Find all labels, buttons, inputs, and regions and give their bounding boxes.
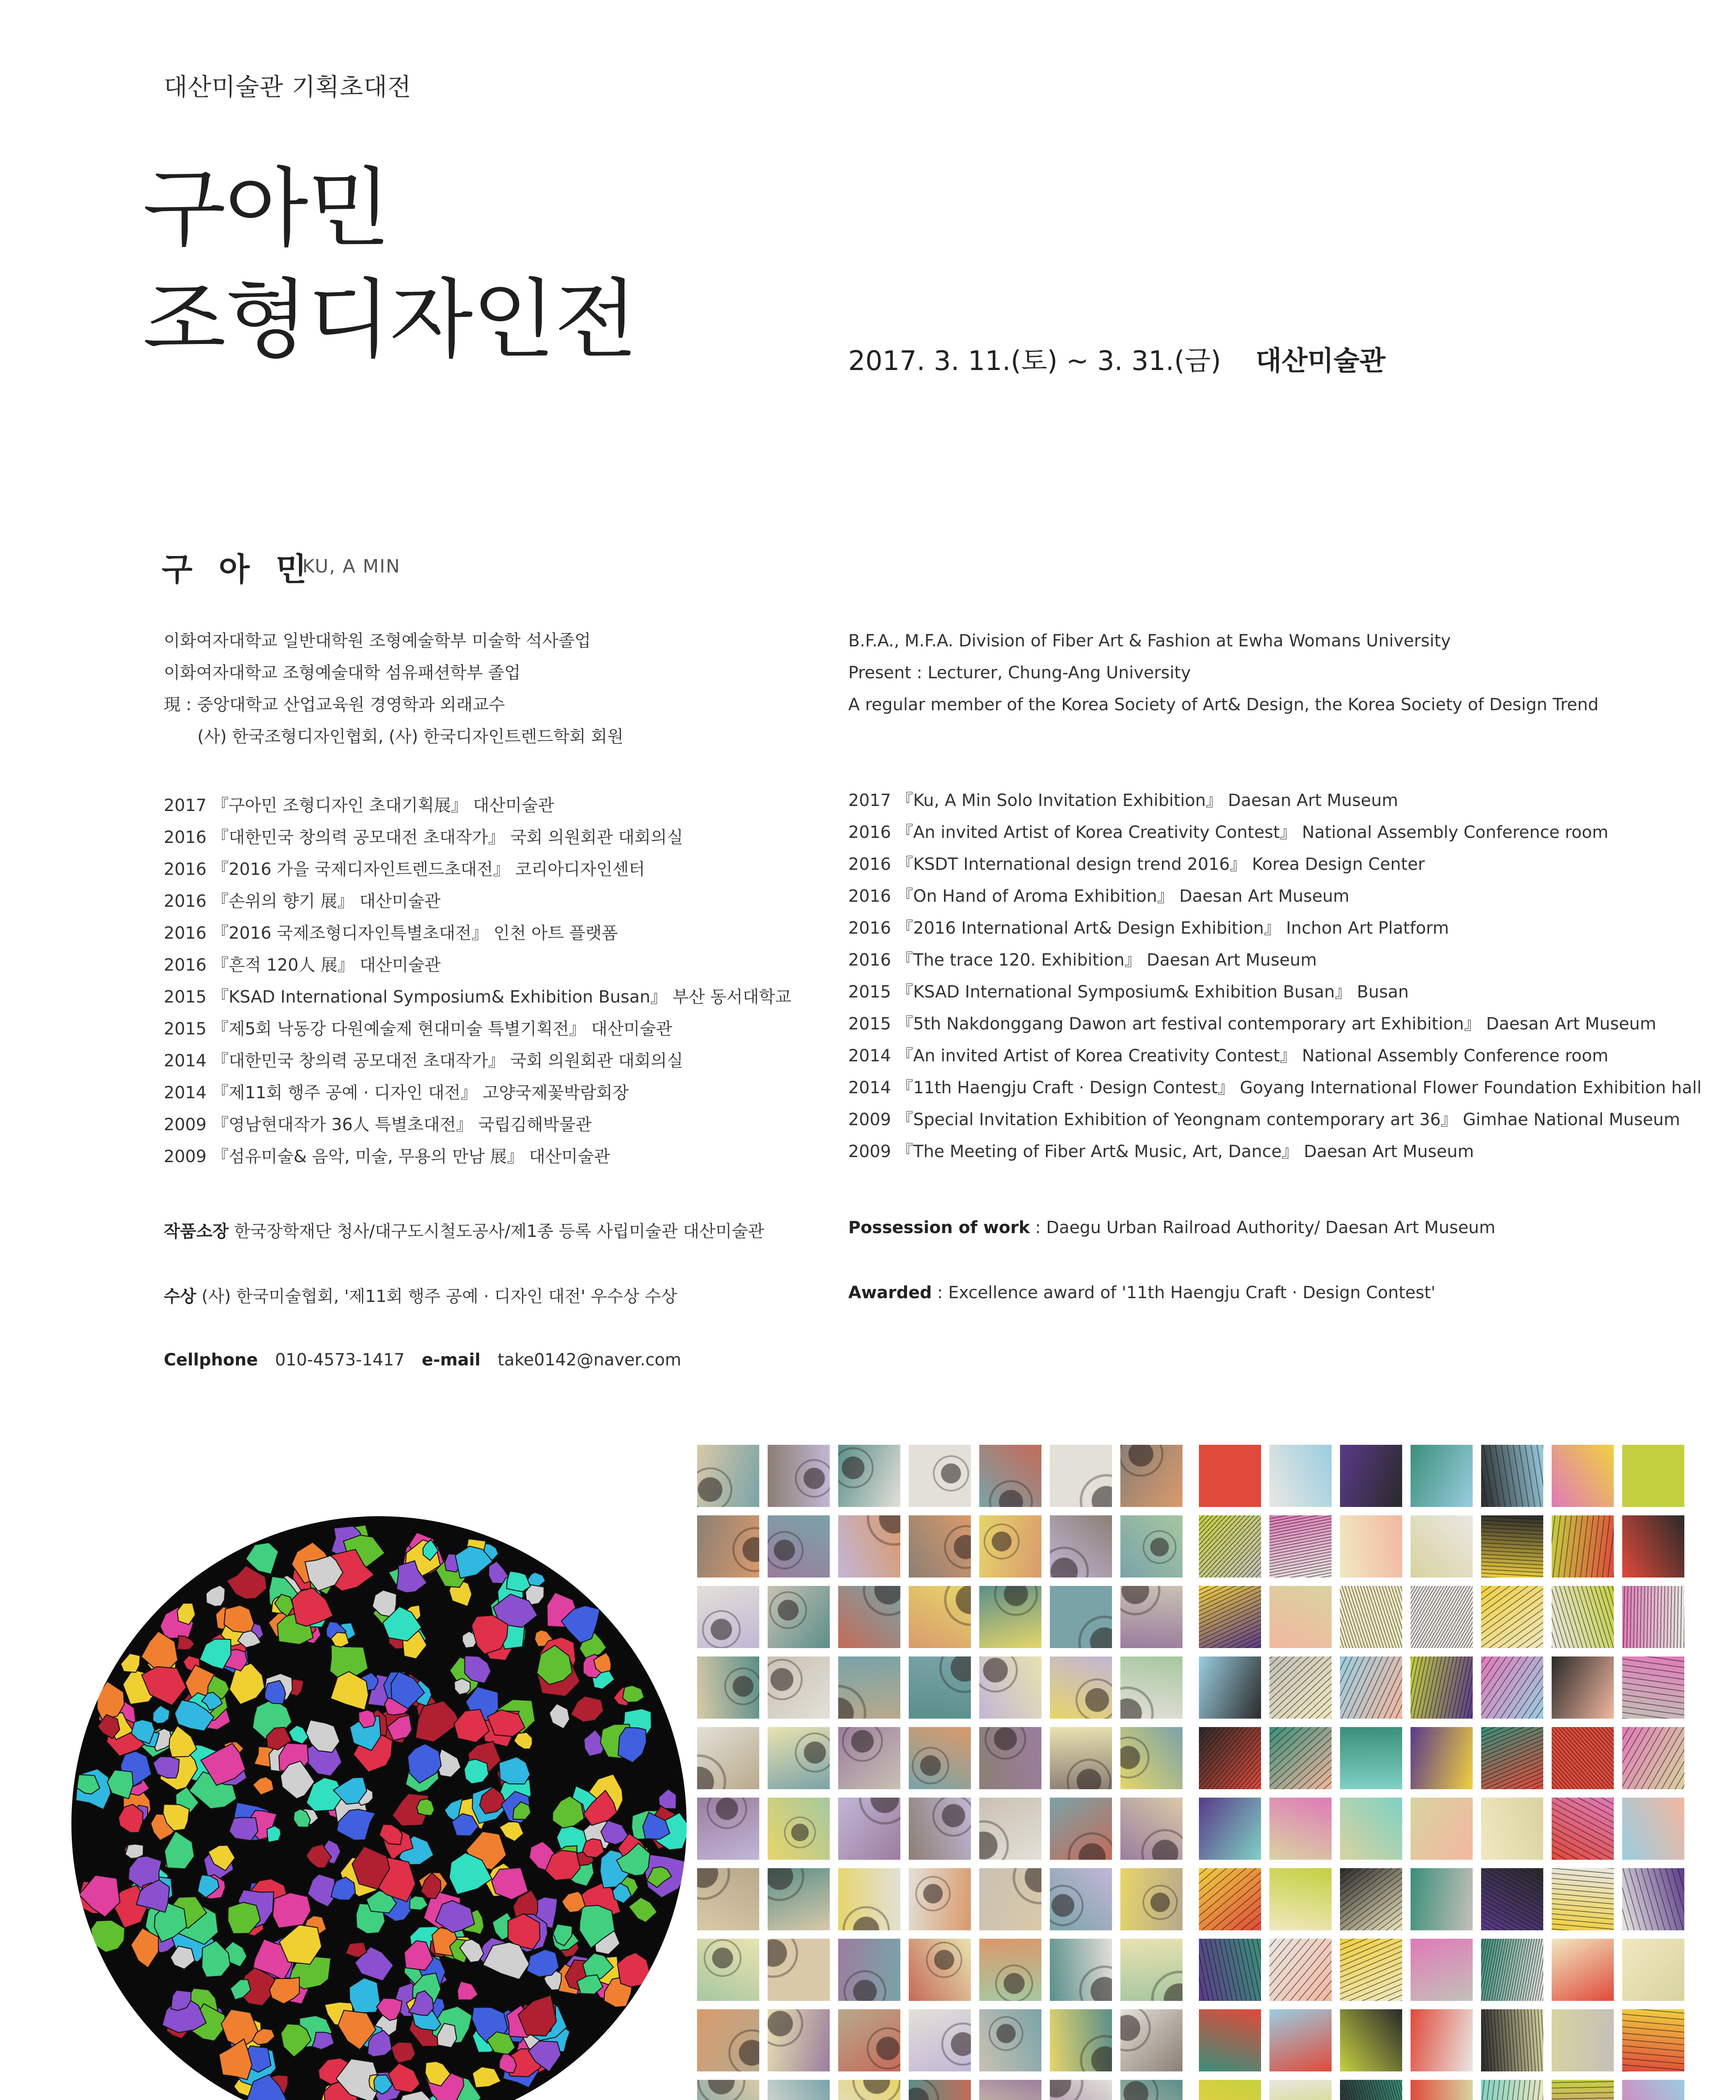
blossom-gem (506, 1571, 530, 1592)
artwork-tile (768, 1868, 830, 1930)
artwork-tile (1411, 1445, 1473, 1507)
artwork-tile (1411, 1656, 1473, 1719)
artwork-tile (1340, 1515, 1402, 1578)
artwork-tile (909, 1656, 971, 1719)
artwork-tile (1120, 1798, 1183, 1860)
award-english (848, 1283, 1435, 1302)
artwork-tile (1552, 1868, 1614, 1930)
exhibition-item: 2014 『제11회 행주 공예 · 디자인 대전』 고양국제꽃박람회장 (164, 1083, 629, 1102)
blossom-gem (312, 2032, 334, 2050)
blossom-gem (527, 1950, 559, 1977)
artist-title: 구아민 (143, 159, 390, 259)
blossom-gem (253, 1777, 274, 1795)
artwork-tile (838, 2009, 900, 2071)
artwork-tile (1622, 1798, 1684, 1860)
artwork-tile (909, 2009, 971, 2071)
artwork-tile (1481, 1798, 1543, 1860)
artwork-tile (1050, 1586, 1112, 1648)
artwork-tile (1552, 2080, 1614, 2100)
exhibition-item: 2016 『On Hand of Aroma Exhibition』 Daesan Art Museum (848, 887, 1350, 906)
artwork-tile (979, 2080, 1041, 2100)
artwork-tile (697, 1515, 759, 1578)
artwork-tile (1340, 2080, 1402, 2100)
blossom-gem (514, 1732, 532, 1749)
award-text: (사) 한국미술협회, '제11회 행주 공예 · 디자인 대전' 우수상 수상 (202, 1287, 677, 1306)
artwork-tile (768, 2080, 830, 2100)
exhibition-item: 2014 『대한민국 창의력 공모대전 초대작가』 국회 의원회관 대회의실 (164, 1051, 683, 1071)
artwork-tile (697, 1656, 759, 1719)
artwork-tile (838, 1939, 900, 2001)
artwork-tile (1120, 1727, 1183, 1789)
award-korean (164, 1283, 677, 1307)
blossom-pattern (71, 1516, 687, 2100)
artwork-tile (1269, 1445, 1332, 1507)
artwork-tile (1481, 1727, 1543, 1789)
artwork-tile (697, 1586, 759, 1648)
artwork-tile (1199, 1515, 1261, 1578)
artwork-tile (1552, 1727, 1614, 1789)
artwork-tile (1050, 1727, 1112, 1789)
artwork-tile (1269, 2009, 1332, 2071)
possession-text: : Daegu Urban Railroad Authority/ Daesan Art Museum (1030, 1218, 1496, 1237)
award-label: 수상 (164, 1287, 197, 1306)
blossom-gem (457, 1981, 478, 2000)
artwork-tile (1050, 1798, 1112, 1860)
email-label: e-mail (422, 1350, 481, 1370)
artwork-tile (1552, 1445, 1614, 1507)
blossom-gem (153, 1705, 170, 1723)
artwork-tile (1050, 2080, 1112, 2100)
artwork-tile (979, 1445, 1041, 1507)
artwork-tile (1622, 1515, 1684, 1578)
education-line: A regular member of the Korea Society of Art& Design, the Korea Society of Design Trend (848, 695, 1599, 714)
blossom-gem (499, 1757, 530, 1784)
artwork-tile (909, 1727, 971, 1789)
artwork-tile (1199, 2009, 1261, 2071)
artwork-tile (979, 2009, 1041, 2071)
artwork-tile (1340, 1445, 1402, 1507)
artwork-tile (1199, 1798, 1261, 1860)
blossom-gem (518, 1995, 557, 2036)
exhibition-item: 2016 『2016 가을 국제디자인트렌드초대전』 코리아디자인센터 (164, 860, 645, 879)
artwork-tile (1481, 1445, 1543, 1507)
artwork-tile (1411, 1939, 1473, 2001)
artwork-tile (1481, 1868, 1543, 1930)
exhibition-venue: 대산미술관 (1256, 346, 1386, 377)
artwork-tile (768, 2009, 830, 2071)
artwork-tile (979, 1868, 1041, 1930)
artist-name-korean: 구 아 민 (162, 551, 315, 588)
artwork-tile (909, 1939, 971, 2001)
artwork-tile (1622, 1586, 1684, 1648)
artwork-tile (1269, 2080, 1332, 2100)
exhibition-item: 2015 『KSAD International Symposium& Exhibition Busan』 부산 동서대학교 (164, 987, 792, 1007)
blossom-gem (571, 1696, 603, 1722)
blossom-gem (153, 1756, 179, 1778)
artwork-tile (909, 1868, 971, 1930)
artwork-tile (1120, 1515, 1183, 1578)
artwork-tile (909, 1586, 971, 1648)
artwork-tile (768, 1656, 830, 1719)
exhibition-item: 2015 『5th Nakdonggang Dawon art festival contemporary art Exhibition』 Daesan Art Museum (848, 1014, 1657, 1034)
artwork-tile (838, 1798, 900, 1860)
artwork-tile (768, 1727, 830, 1789)
artwork-tile (1622, 2009, 1684, 2071)
artwork-tile (1552, 1939, 1614, 2001)
blossom-gem (107, 1770, 133, 1799)
artwork-tile (838, 1727, 900, 1789)
exhibition-item: 2017 『Ku, A Min Solo Invitation Exhibition』 Daesan Art Museum (848, 791, 1398, 810)
artwork-tile (697, 1727, 759, 1789)
artwork-tile (1622, 1727, 1684, 1789)
artwork-tile (1340, 1868, 1402, 1930)
artwork-tile (979, 1515, 1041, 1578)
artwork-tile (838, 1445, 900, 1507)
artwork-tile (1120, 2080, 1183, 2100)
artwork-tile (1411, 1798, 1473, 1860)
exhibition-item: 2014 『11th Haengju Craft · Design Contest』 Goyang International Flower Foundation Exhibition hall (848, 1078, 1702, 1097)
exhibitions-korean (164, 790, 819, 1173)
education-line: (사) 한국조형디자인협회, (사) 한국디자인트렌드학회 회원 (164, 727, 624, 746)
phone-label: Cellphone (164, 1350, 258, 1370)
exhibition-item: 2009 『The Meeting of Fiber Art& Music, Art, Dance』 Daesan Art Museum (848, 1142, 1474, 1161)
artwork-tile (1050, 1445, 1112, 1507)
artwork-tile (1120, 1445, 1183, 1507)
exhibition-item: 2009 『영남현대작가 36人 특별초대전』 국립김해박물관 (164, 1115, 592, 1134)
artwork-tile (979, 1939, 1041, 2001)
blossom-gem (165, 1831, 194, 1869)
artwork-tile (768, 1586, 830, 1648)
artwork-tile (838, 1656, 900, 1719)
artwork-tile (1340, 1656, 1402, 1719)
education-korean (164, 625, 819, 753)
artwork-tile (1050, 1656, 1112, 1719)
blossom-gem (658, 1789, 676, 1809)
exhibition-item: 2016 『손위의 향기 展』 대산미술관 (164, 892, 441, 911)
blossom-gem (454, 1678, 470, 1695)
blossom-gem (379, 1824, 402, 1845)
artwork-tile (1340, 1939, 1402, 2001)
artwork-tile (838, 1586, 900, 1648)
blossom-gem (121, 1654, 140, 1672)
artwork-tile (1552, 1656, 1614, 1719)
blossom-gem (202, 1941, 230, 1977)
artwork-tile (1269, 1939, 1332, 2001)
artwork-tile (1120, 2009, 1183, 2071)
blossom-gem (308, 1874, 336, 1906)
artwork-tile (1199, 1656, 1261, 1719)
artwork-tile (1411, 1868, 1473, 1930)
artwork-tile (697, 1939, 759, 2001)
blossom-gem (377, 1998, 402, 2021)
exhibition-item: 2015 『제5회 낙동강 다원예술제 현대미술 특별기획전』 대산미술관 (164, 1019, 672, 1039)
artwork-tile (697, 2080, 759, 2100)
exhibition-item: 2009 『섬유미술& 음악, 미술, 무용의 만남 展』 대산미술관 (164, 1147, 610, 1166)
blossom-artwork (71, 1516, 687, 2100)
blossom-gem (409, 1896, 428, 1910)
exhibition-item: 2017 『구아민 조형디자인 초대기획展』 대산미술관 (164, 796, 554, 815)
possession-korean (164, 1218, 764, 1242)
artwork-tile (1622, 1939, 1684, 2001)
artwork-tile (697, 1798, 759, 1860)
blossom-gem (349, 1978, 380, 2013)
exhibition-item: 2009 『Special Invitation Exhibition of Yeongnam contemporary art 36』 Gimhae National Museum (848, 1110, 1680, 1129)
contact-info (164, 1350, 693, 1370)
artwork-tile (1050, 2009, 1112, 2071)
liny-artwork (1199, 1445, 1684, 2100)
blossom-gem (391, 2042, 415, 2063)
artwork-tile (1199, 1868, 1261, 1930)
artwork-tile (909, 1798, 971, 1860)
artwork-tile (697, 1445, 759, 1507)
artwork-tile (979, 1586, 1041, 1648)
exhibition-item: 2015 『KSAD International Symposium& Exhibition Busan』 Busan (848, 982, 1409, 1002)
artwork-tile (838, 1868, 900, 1930)
artwork-tile (1622, 1868, 1684, 1930)
artwork-tile (768, 1798, 830, 1860)
artwork-tile (1120, 1939, 1183, 2001)
artwork-tile (1199, 1586, 1261, 1648)
artwork-tile (979, 1656, 1041, 1719)
blossom-gem (91, 1920, 125, 1952)
artwork-tile (1340, 1586, 1402, 1648)
artwork-tile (979, 1727, 1041, 1789)
artwork-tile (1269, 1798, 1332, 1860)
blossom-gem (629, 1897, 657, 1922)
artwork-tile (1552, 2009, 1614, 2071)
education-line: 이화여자대학교 일반대학원 조형예술학부 미술학 석사졸업 (164, 631, 591, 651)
possession-label: 작품소장 (164, 1222, 229, 1241)
exhibition-item: 2016 『대한민국 창의력 공모대전 초대작가』 국회 의원회관 대회의실 (164, 828, 683, 847)
possession-english (848, 1218, 1495, 1237)
artwork-tile (1050, 1515, 1112, 1578)
artwork-tile (1199, 1727, 1261, 1789)
blossom-gem (582, 1839, 604, 1858)
bubble-bubble-artwork (697, 1445, 1183, 2100)
award-label: Awarded (848, 1283, 932, 1302)
phone-number: 010-4573-1417 (275, 1350, 405, 1370)
education-line: 이화여자대학교 조형예술대학 섬유패션학부 졸업 (164, 663, 521, 682)
blossom-gem (229, 1817, 258, 1841)
possession-label: Possession of work (848, 1218, 1030, 1237)
award-text: : Excellence award of '11th Haengju Craft · Design Contest' (932, 1283, 1436, 1302)
artwork-tile (768, 1939, 830, 2001)
blossom-gem (617, 1953, 649, 1987)
artwork-tile (768, 1445, 830, 1507)
email-address: take0142@naver.com (497, 1350, 682, 1370)
artwork-tile (1120, 1656, 1183, 1719)
artwork-tile (1269, 1868, 1332, 1930)
exhibitions-english (848, 785, 1702, 1168)
artwork-tile (1622, 2080, 1684, 2100)
blossom-gem (125, 1844, 143, 1859)
artwork-tile (1340, 2009, 1402, 2071)
artwork-tile (1622, 1656, 1684, 1719)
artwork-tile (1340, 1727, 1402, 1789)
artwork-tile (1481, 1586, 1543, 1648)
blossom-gem (472, 2067, 501, 2088)
artwork-tile (1411, 2080, 1473, 2100)
artwork-tile (1411, 1727, 1473, 1789)
artwork-tile (1481, 2080, 1543, 2100)
blossom-gem (397, 2091, 433, 2100)
artwork-tile (1269, 1656, 1332, 1719)
exhibition-item: 2016 『2016 국제조형디자인특별초대전』 인천 아트 플랫폼 (164, 924, 618, 943)
artwork-tile (1269, 1515, 1332, 1578)
blossom-gem (169, 1726, 197, 1757)
artwork-tile (1481, 1656, 1543, 1719)
artwork-tile (909, 2080, 971, 2100)
artwork-tile (1411, 1586, 1473, 1648)
blossom-gem (499, 1822, 523, 1841)
artwork-tile (1552, 1515, 1614, 1578)
exhibition-item: 2014 『An invited Artist of Korea Creativity Contest』 National Assembly Conference room (848, 1046, 1609, 1066)
artwork-tile (1622, 1445, 1684, 1507)
blossom-gem (417, 1799, 435, 1816)
artwork-tile (1552, 1586, 1614, 1648)
artwork-tile (768, 1515, 830, 1578)
artwork-tile (1269, 1727, 1332, 1789)
artwork-tile (1340, 1798, 1402, 1860)
artist-name-english: KU, A MIN (302, 556, 401, 577)
artwork-tile (909, 1445, 971, 1507)
blossom-gem (618, 1727, 646, 1763)
exhibition-supertitle: 대산미술관 기획초대전 (164, 73, 412, 101)
artwork-tile (1050, 1868, 1112, 1930)
artwork-tile (1411, 2009, 1473, 2071)
artwork-tile (1120, 1586, 1183, 1648)
education-english (848, 625, 1625, 721)
artwork-tile (697, 1868, 759, 1930)
blossom-gem (464, 1759, 488, 1784)
artwork-tile (1050, 1939, 1112, 2001)
artwork-tile (1481, 1939, 1543, 2001)
artwork-tile (838, 1515, 900, 1578)
exhibition-item: 2016 『An invited Artist of Korea Creativity Contest』 National Assembly Conference room (848, 823, 1609, 842)
blossom-gem (622, 1685, 644, 1702)
artwork-tile (1199, 1939, 1261, 2001)
artwork-tile (1120, 1868, 1183, 1930)
education-line: B.F.A., M.F.A. Division of Fiber Art & Fashion at Ewha Womans University (848, 631, 1451, 651)
artwork-tile (697, 2009, 759, 2071)
exhibition-period: 2017. 3. 11.(토) ~ 3. 31.(금) (848, 346, 1221, 377)
blossom-gem (288, 1725, 308, 1744)
artwork-tile (909, 1515, 971, 1578)
blossom-gem (273, 1893, 311, 1928)
artwork-tile (1481, 2009, 1543, 2071)
blossom-gem (170, 1946, 195, 1969)
blossom-gem (206, 1586, 225, 1606)
artwork-tile (1481, 1515, 1543, 1578)
blossom-gem (549, 1704, 569, 1729)
exhibition-item: 2016 『The trace 120. Exhibition』 Daesan Art Museum (848, 950, 1317, 970)
exhibition-title: 조형디자인전 (143, 270, 637, 370)
blossom-gem (267, 1826, 281, 1843)
artwork-tile (1411, 1515, 1473, 1578)
artwork-tile (979, 1798, 1041, 1860)
education-line: Present : Lecturer, Chung-Ang University (848, 663, 1191, 682)
possession-text: 한국장학재단 청사/대구도시철도공사/제1종 등록 사립미술관 대산미술관 (234, 1222, 764, 1241)
artwork-tile (1269, 1586, 1332, 1648)
exhibition-item: 2016 『KSDT International design trend 2016』 Korea Design Center (848, 855, 1425, 874)
exhibition-item: 2016 『2016 International Art& Design Exhibition』 Inchon Art Platform (848, 919, 1449, 938)
blossom-gem (177, 1636, 194, 1650)
artwork-tile (1199, 1445, 1261, 1507)
artwork-tile (1199, 2080, 1261, 2100)
education-line: 現 : 중앙대학교 산업교육원 경영학과 외래교수 (164, 695, 505, 714)
artwork-tile (838, 2080, 900, 2100)
exhibition-item: 2016 『흔적 120人 展』 대산미술관 (164, 956, 441, 975)
artwork-tile (1552, 1798, 1614, 1860)
